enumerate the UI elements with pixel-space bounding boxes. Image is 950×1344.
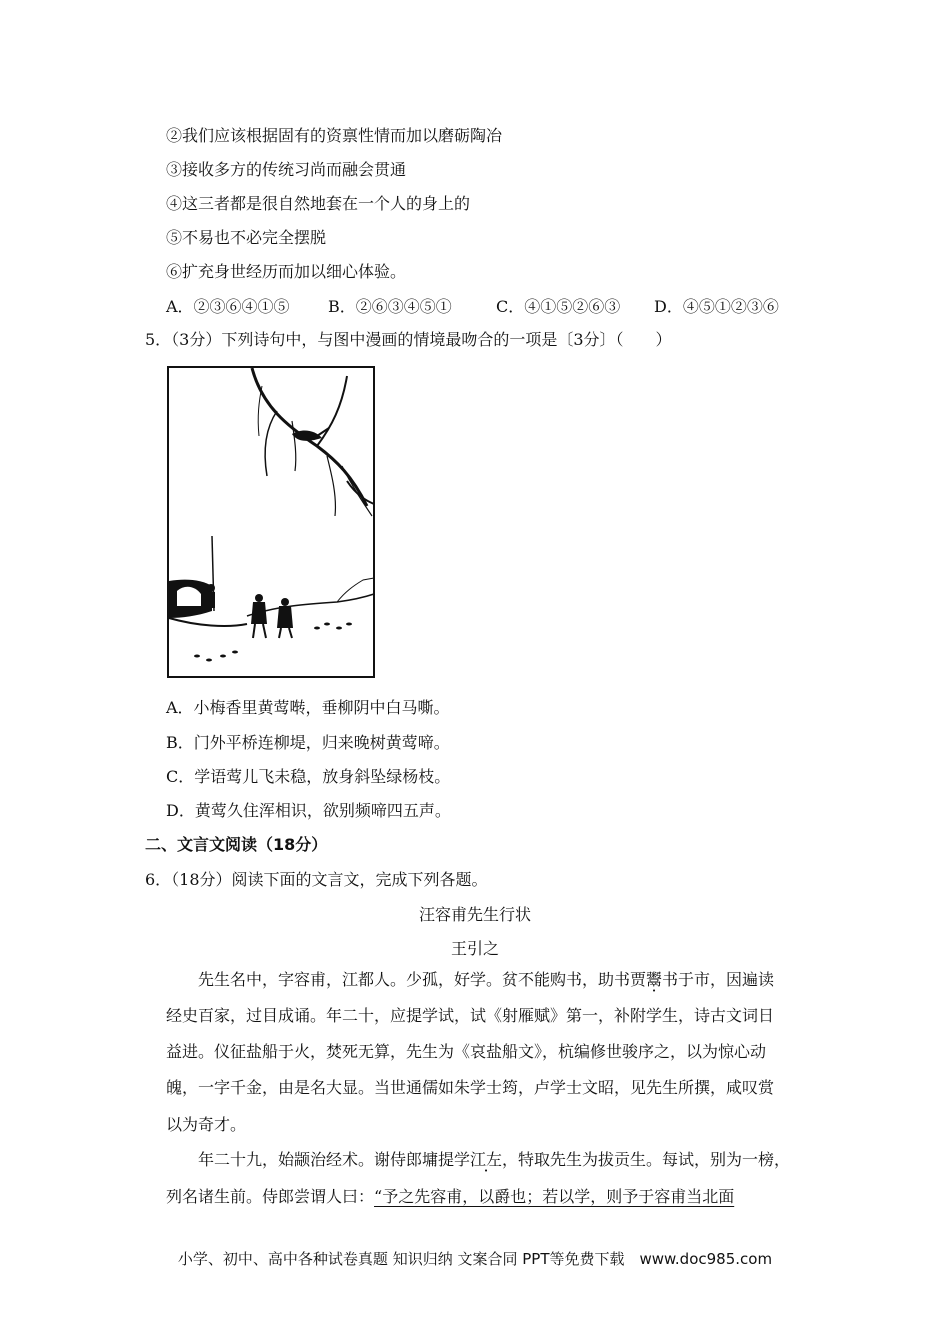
q4-option-a: A．②③⑥④①⑤: [166, 297, 290, 316]
q5-option-b: B．门外平桥连柳堤，归来晚树黄莺啼。: [166, 733, 450, 752]
q5-option-a: A．小梅香里黄莺啭，垂柳阴中白马嘶。: [166, 698, 450, 717]
section-heading: 二、文言文阅读（18分）: [145, 835, 328, 854]
q5-option-d: D．黄莺久住浑相识，欲别频啼四五声。: [166, 801, 451, 820]
passage-line: 以为奇才。: [166, 1115, 247, 1134]
passage-line: 列名诸生前。侍郎尝谓人曰：“予之先容甫，以爵也；若以学，则予于容甫当北面: [166, 1187, 735, 1206]
q4-item-3: ③接收多方的传统习尚而融会贯通: [166, 160, 407, 179]
q4-item-4: ④这三者都是很自然地套在一个人的身上的: [166, 194, 471, 213]
passage-line: 经史百家，过目成诵。年二十，应提学试，试《射雁赋》第一，补附学生，诗古文词日: [166, 1006, 775, 1025]
q4-item-6: ⑥扩充身世经历而加以细心体验。: [166, 262, 407, 281]
passage-author: 王引之: [450, 939, 499, 958]
q4-option-c: C．④①⑤②⑥③: [496, 297, 621, 316]
q4-option-d: D．④⑤①②③⑥: [654, 297, 779, 316]
passage-line: 魄，一字千金，由是名大显。当世通儒如朱学士筠，卢学士文昭，见先生所撰，咸叹赏: [166, 1078, 775, 1097]
cartoon-illustration: [167, 366, 375, 678]
passage-line: 年二十九，始颛治经术。谢侍郎墉提学江左，特取先生为拔贡生。每试，别为一榜，: [198, 1150, 791, 1169]
passage-line: 益进。仪征盐船于火，焚死无算，先生为《哀盐船文》，杭编修世骏序之，以为惊心动: [166, 1042, 767, 1061]
dotted-term: 鬻: [646, 970, 663, 989]
q4-option-b: B．②⑥③④⑤①: [328, 297, 452, 316]
q6-stem: 6．（18分）阅读下面的文言文，完成下列各题。: [145, 870, 488, 889]
dotted-term: 江左: [470, 1150, 503, 1169]
footer-banner: 小学、初中、高中各种试卷真题 知识归纳 文案合同 PPT等免费下载 www.doc985.com: [177, 1250, 773, 1268]
passage-title: 汪容甫先生行状: [418, 905, 531, 924]
underlined-sentence: “予之先容甫，以爵也；若以学，则予于容甫当北面: [374, 1187, 735, 1206]
q5-stem: 5．（3分）下列诗句中，与图中漫画的情境最吻合的一项是〔3分〕（ ）: [145, 330, 672, 349]
q5-option-c: C．学语莺儿飞未稳，放身斜坠绿杨枝。: [166, 767, 451, 786]
q4-item-2: ②我们应该根据固有的资禀性情而加以磨砺陶冶: [166, 126, 503, 145]
passage-line: 先生名中，字容甫，江都人。少孤，好学。贫不能购书，助书贾鬻书于市，因遍读: [198, 970, 775, 989]
q4-item-5: ⑤不易也不必完全摆脱: [166, 228, 327, 247]
